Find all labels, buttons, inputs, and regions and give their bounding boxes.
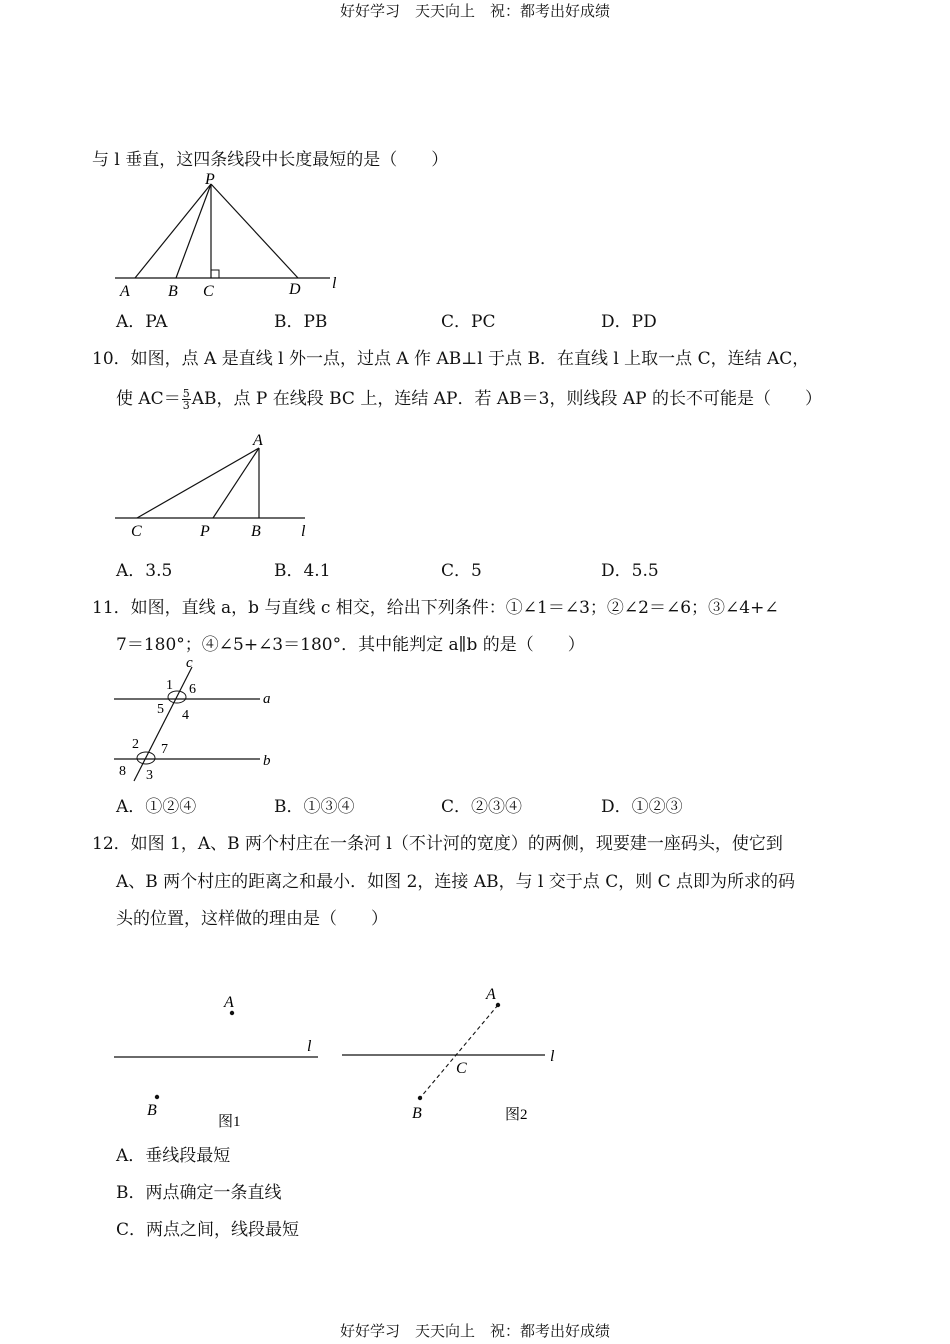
label-B: B [412,1105,422,1122]
q10-option-a: A．3.5 [116,561,173,581]
q10-figure [110,430,330,540]
label-B: B [251,523,261,540]
point-a [230,1011,234,1015]
q10-option-c: C．5 [441,561,482,581]
right-angle-mark [211,270,219,278]
label-D: D [289,281,301,298]
label-P: P [205,171,215,188]
page-footer: 好好学习 天天向上 祝：都考出好成绩 [339,1322,610,1340]
label-A: A [253,432,263,449]
q10-option-b: B．4.1 [274,561,331,581]
label-B: B [147,1102,157,1119]
q12-figure-1 [110,985,330,1135]
angle-3: 3 [146,768,153,783]
label-a: a [263,691,271,707]
fraction-5-3: $\frac{5}{3}$ [182,387,190,412]
q11-option-c: C．②③④ [441,797,523,817]
label-l: l [307,1038,312,1055]
label-A: A [224,994,234,1011]
segment-pd [211,184,298,278]
q10-line-2: 使 AC＝ $\frac{5}{3}$ AB，点 P 在线段 BC 上，连结 AP．若 AB＝3，则线段 AP 的长不可能是（ ） [116,387,822,412]
q9-option-c: C．PC [441,312,496,332]
page-header: 好好学习 天天向上 祝：都考出好成绩 [339,2,610,20]
angle-7: 7 [161,742,168,757]
segment-ac [137,448,259,518]
label-l: l [550,1048,555,1065]
label-l: l [301,523,306,540]
angle-1: 1 [166,678,173,693]
point-b [418,1096,422,1100]
q9-option-b: B．PB [274,312,328,332]
q12-line-2: A、B 两个村庄的距离之和最小．如图 2，连接 AB，与 l 交于点 C，则 C 点即为所求的码 [116,872,796,892]
point-a [496,1003,500,1007]
label-C: C [131,523,142,540]
angle-2: 2 [132,737,139,752]
label-c: c [186,655,193,671]
q12-figure-2 [340,980,570,1130]
q9-stem-tail: 与 l 垂直，这四条线段中长度最短的是（ ） [92,150,449,170]
q12-option-a: A．垂线段最短 [116,1146,231,1166]
q11-figure [110,655,290,785]
q12-line-3: 头的位置，这样做的理由是（ ） [116,909,388,929]
q12-option-b: B．两点确定一条直线 [116,1183,282,1203]
label-A: A [486,986,496,1003]
angle-8: 8 [119,764,126,779]
segment-pb [176,184,211,278]
segment-pa [135,184,211,278]
angle-4: 4 [182,708,189,723]
q11-option-b: B．①③④ [274,797,355,817]
q11-option-a: A．①②④ [116,797,197,817]
angle-6: 6 [189,682,196,697]
q12-option-c: C．两点之间，线段最短 [116,1220,300,1240]
label-P: P [200,523,210,540]
q10-line-1: 10．如图，点 A 是直线 l 外一点，过点 A 作 AB⊥l 于点 B．在直线 l 上取一点 C，连结 AC， [92,349,810,369]
point-b [155,1095,159,1099]
label-b: b [263,753,271,769]
caption-fig2: 图2 [505,1107,528,1123]
q11-line-1: 11．如图，直线 a，b 与直线 c 相交，给出下列条件：①∠1＝∠3；②∠2＝∠6；③∠4+∠ [92,598,779,618]
q9-option-d: D．PD [601,312,657,332]
segment-ab-dashed [420,1005,498,1098]
q12-line-1: 12．如图 1，A、B 两个村庄在一条河 l（不计河的宽度）的两侧，现要建一座码头，使它到 [92,834,783,854]
label-A: A [120,283,130,300]
label-C: C [203,283,214,300]
q9-figure [110,170,350,300]
q10-option-d: D．5.5 [601,561,659,581]
label-C: C [456,1060,467,1077]
q11-option-d: D．①②③ [601,797,683,817]
angle-5: 5 [157,702,164,717]
segment-ap [213,448,259,518]
q9-option-a: A．PA [116,312,168,332]
label-B: B [168,283,178,300]
label-l: l [332,275,337,292]
q11-line-2: 7＝180°；④∠5+∠3＝180°．其中能判定 a∥b 的是（ ） [116,635,585,655]
caption-fig1: 图1 [218,1114,241,1130]
